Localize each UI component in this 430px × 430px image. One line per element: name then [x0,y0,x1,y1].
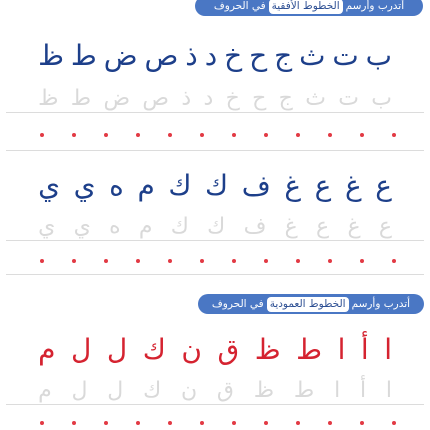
letter-row-2 [0,168,430,204]
banner-suffix: في الحروف [213,0,266,12]
trace-letter: ع [316,214,330,239]
banner-prefix: أتدرب وأرسم [351,298,411,310]
guide-dot [136,421,140,425]
banner-highlight: الخطوط العمودية [267,297,349,312]
letter: ي [73,169,96,202]
letter: ف [241,169,271,202]
letter: م [38,333,56,366]
banner-highlight: الخطوط الأفقية [269,0,343,14]
trace-row-2 [0,214,430,240]
trace-letter: د [203,86,214,111]
letter: ح [249,39,268,72]
banner-suffix: في الحروف [211,298,264,310]
trace-letter: ك [170,214,189,239]
letter: د [204,39,218,72]
guide-dot [40,421,44,425]
guide-dot [328,259,332,263]
guide-line [6,112,424,113]
guide-line [6,150,424,151]
guide-dot [72,133,76,137]
guide-line [6,274,424,275]
letter: أ [360,333,369,366]
guide-dot [72,421,76,425]
guide-dot [360,133,364,137]
trace-letter: ل [107,378,124,403]
guide-dot [392,421,396,425]
dot-row [0,132,430,138]
letter: ظ [38,39,64,72]
guide-dot [136,259,140,263]
trace-letter: ل [71,378,88,403]
guide-dot [40,259,44,263]
guide-dot [168,421,172,425]
trace-letter: ي [73,214,91,239]
guide-dot [264,259,268,263]
guide-dot [264,133,268,137]
trace-letter: ج [278,86,293,111]
letter: ع [375,169,392,202]
letter: ت [332,39,359,72]
letter: ق [217,333,240,366]
trace-letter: ا [334,378,341,403]
letter: ه [109,169,124,202]
guide-dot [104,133,108,137]
guide-dot [232,133,236,137]
trace-letter: خ [225,86,240,111]
guide-dot [296,421,300,425]
trace-letter: ت [338,86,359,111]
trace-letter: غ [284,214,298,239]
trace-letter: ا [385,378,392,403]
guide-dot [392,259,396,263]
guide-dot [360,259,364,263]
letter: ث [299,39,326,72]
letter: ط [296,333,323,366]
letter: ب [365,39,392,72]
letter: ل [106,333,128,366]
guide-dot [200,421,204,425]
guide-line [6,404,424,405]
letter: ك [142,333,166,366]
guide-dot [104,421,108,425]
trace-letter: ظ [253,378,275,403]
letter: ع [314,169,332,202]
trace-letter: ك [143,378,162,403]
letter: ط [70,39,97,72]
letter: ض [103,39,138,72]
letter: ن [181,333,202,366]
trace-letter: ب [371,86,392,111]
trace-row-1 [0,86,430,112]
trace-letter: ه [109,214,121,239]
guide-dot [296,259,300,263]
trace-letter: ث [305,86,326,111]
guide-dot [392,133,396,137]
trace-letter: ي [38,214,56,239]
instruction-banner-vertical [198,294,424,314]
trace-letter: ط [293,378,315,403]
letter: ك [168,169,192,202]
guide-dot [328,133,332,137]
instruction-banner-horizontal [195,0,423,16]
trace-letter: ط [70,86,92,111]
guide-line [6,240,424,241]
trace-letter: غ [347,214,361,239]
guide-dot [328,421,332,425]
trace-letter: م [38,378,52,403]
trace-letter: ض [103,86,131,111]
guide-dot [360,421,364,425]
guide-dot [296,133,300,137]
trace-letter: ك [207,214,226,239]
trace-letter: ع [378,214,392,239]
guide-dot [232,259,236,263]
trace-letter: ن [180,378,198,403]
letter: ا [337,333,346,366]
letter-row-3 [0,332,430,368]
letter: ي [38,169,61,202]
letter: ذ [185,39,198,72]
letter: ا [384,333,392,366]
guide-dot [200,133,204,137]
guide-dot [136,133,140,137]
letter-row-1 [0,38,430,74]
trace-row-3 [0,378,430,404]
dot-row [0,420,430,426]
letter: ل [71,333,92,366]
guide-dot [232,421,236,425]
letter: ج [274,39,293,72]
trace-letter: أ [359,378,367,403]
trace-letter: ص [142,86,170,111]
letter: ظ [254,333,281,366]
guide-dot [168,133,172,137]
guide-dot [40,133,44,137]
guide-dot [168,259,172,263]
letter: غ [284,169,302,202]
trace-letter: م [138,214,153,239]
dot-row [0,258,430,264]
trace-letter: ق [216,378,234,403]
letter: ص [144,39,179,72]
trace-letter: ظ [38,86,59,111]
guide-dot [200,259,204,263]
trace-letter: ذ [181,86,192,111]
letter: ك [205,169,229,202]
trace-letter: ف [243,214,267,239]
guide-dot [104,259,108,263]
guide-dot [72,259,76,263]
letter: غ [344,169,362,202]
guide-dot [264,421,268,425]
letter: م [137,169,155,202]
letter: خ [224,39,243,72]
banner-prefix: أتدرب وأرسم [345,0,405,12]
trace-letter: ح [252,86,267,111]
